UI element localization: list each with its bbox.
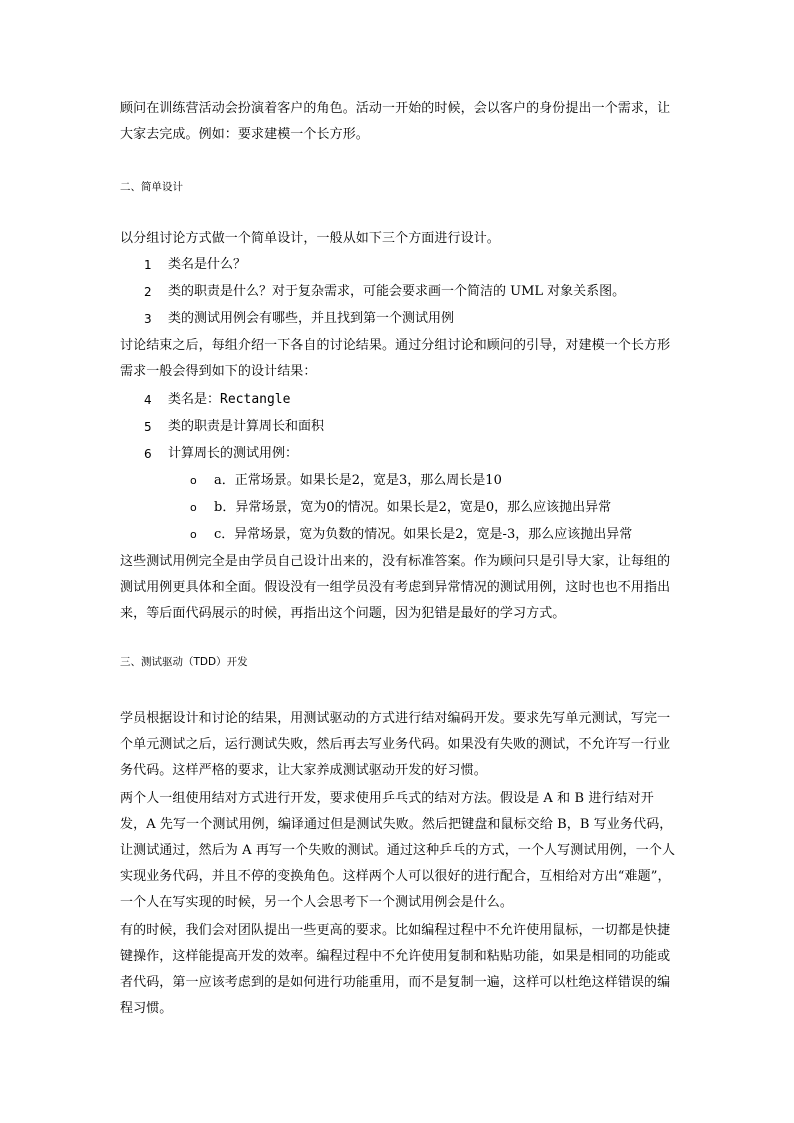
- test-case-item: [190, 522, 690, 548]
- bullet-icon: o: [190, 474, 197, 487]
- tdd-paragraph-3: 有的时候，我们会对团队提出一些更高的要求。比如编程过程中不允许使用鼠标，一切都是快捷键操作，这样能提高开发的效率。编程过程中不允许使用复制和粘贴功能，如果是相同的功能或者代码，第一应该考虑到的是如何进行功能重用，而不是复制一遍，这样可以杜绝这样错误的编程习惯。: [120, 923, 671, 1016]
- section-3-heading: 三、测试驱动（TDD）开发: [120, 656, 248, 668]
- item-text: [168, 387, 290, 413]
- test-case-item: [190, 468, 690, 494]
- test-case-text: c．异常场景，宽为负数的情况。如果长是2，宽是-3，那么应该抛出异常: [214, 527, 633, 542]
- item-number: 6: [144, 447, 152, 461]
- tdd-paragraph-2: 两个人一组使用结对方式进行开发，要求使用乒乓式的结对方法。假设是 A 和 B 进行结对开发，A 先写一个测试用例，编译通过但是测试失败。然后把键盘和鼠标交给 B，B 写业务代码，让测试通过，然后为 A 再写一个失败的测试。通过这种乒乓的方式，一个人写测试用例，一个人实现业务代码，并且不停的变换角色。这样两个人可以很好的进行配合，互相给对方出“难题”，一个人在写实现的时候，另一个人会思考下一个测试用例会是什么。: [120, 791, 676, 910]
- item-number: 2: [144, 285, 152, 299]
- item-number: 3: [144, 312, 152, 326]
- numbered-item: [120, 387, 680, 413]
- item-number: 4: [144, 393, 152, 407]
- tdd-paragraph-1: 学员根据设计和讨论的结果，用测试驱动的方式进行结对编码开发。要求先写单元测试，写完一个单元测试之后，运行测试失败，然后再去写业务代码。如果没有失败的测试，不允许写一行业务代码。这样严格的要求，让大家养成测试驱动开发的好习惯。: [120, 711, 671, 778]
- test-case-text: a．正常场景。如果长是2，宽是3，那么周长是10: [214, 473, 502, 488]
- numbered-item: [120, 414, 680, 440]
- item-text: 类的职责是计算周长和面积: [168, 419, 325, 434]
- item-label: 类名是：: [168, 392, 221, 407]
- section-2-lead: 以分组讨论方式做一个简单设计，一般从如下三个方面进行设计。: [120, 231, 500, 246]
- numbered-item: [120, 279, 680, 305]
- item-text: 类名是什么？: [168, 257, 247, 272]
- item-text: 类的测试用例会有哪些，并且找到第一个测试用例: [168, 311, 455, 326]
- test-case-item: [190, 495, 690, 521]
- bullet-icon: o: [190, 528, 197, 541]
- numbered-item: [120, 441, 680, 467]
- bullet-icon: o: [190, 501, 197, 514]
- test-case-text: b．异常场景，宽为0的情况。如果长是2，宽是0，那么应该抛出异常: [214, 500, 612, 515]
- discussion-result-paragraph: 讨论结束之后，每组介绍一下各自的讨论结果。通过分组讨论和顾问的引导，对建模一个长方形需求一般会得到如下的设计结果：: [120, 338, 671, 379]
- item-text: 计算周长的测试用例：: [168, 446, 299, 461]
- numbered-item: [120, 252, 680, 278]
- numbered-item: [120, 306, 680, 332]
- item-text: 类的职责是什么？对于复杂需求，可能会要求画一个简洁的 UML 对象关系图。: [168, 284, 626, 299]
- section-2-closing: 这些测试用例完全是由学员自己设计出来的，没有标准答案。作为顾问只是引导大家，让每组的测试用例更具体和全面。假设没有一组学员没有考虑到异常情况的测试用例，这时也也不用指出来，等后面代码展示的时候，再指出这个问题，因为犯错是最好的学习方式。: [120, 554, 671, 621]
- intro-paragraph: 顾问在训练营活动会扮演着客户的角色。活动一开始的时候，会以客户的身份提出一个需求，让大家去完成。例如：要求建模一个长方形。: [120, 101, 671, 142]
- item-number: 1: [144, 258, 152, 272]
- section-2-heading: 二、简单设计: [120, 181, 183, 193]
- class-name-code: Rectangle: [220, 392, 291, 407]
- item-number: 5: [144, 420, 152, 434]
